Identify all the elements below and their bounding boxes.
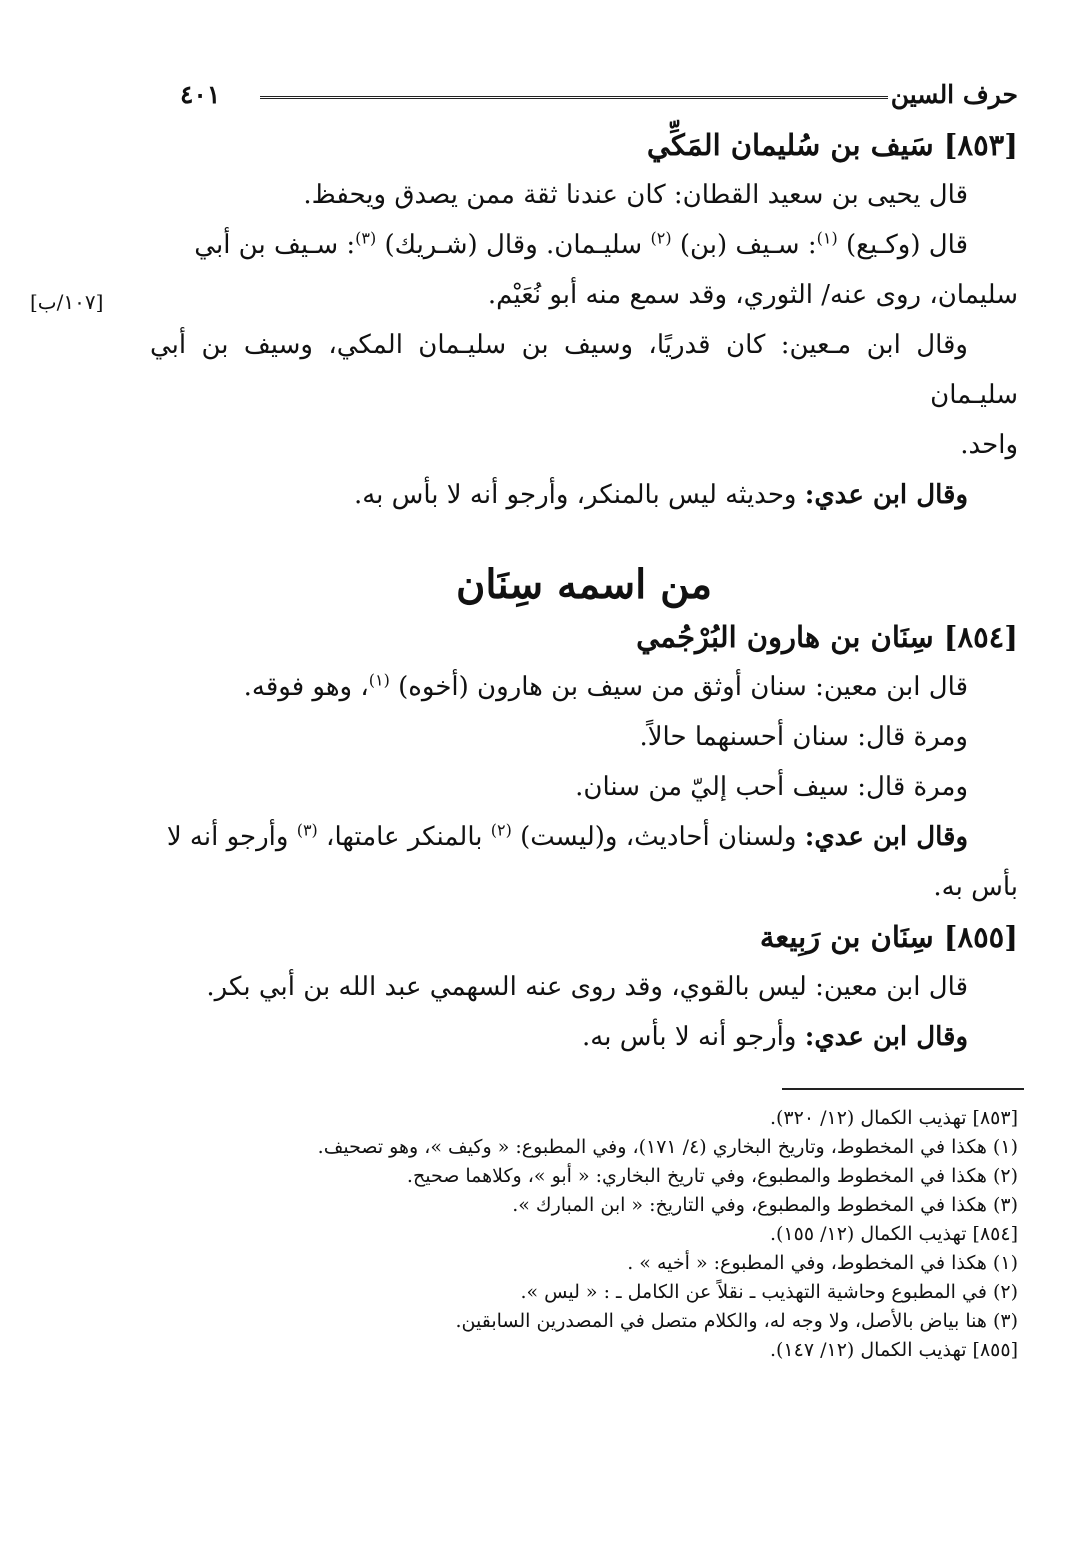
footnote: [٨٥٣] تهذيب الكمال (١٢/ ٣٢٠). bbox=[769, 1107, 1018, 1129]
text-run: وأرجو أنه لا بأس به. bbox=[582, 1022, 805, 1052]
text-run: وأرجو أنه لا bbox=[166, 822, 297, 852]
footnote-ref: (١) bbox=[816, 228, 838, 248]
entry-853-paragraph-3-continued: واحد. bbox=[960, 430, 1018, 460]
entry-854-heading: [٨٥٤] سِنَان بن هارون البُرْجُمي bbox=[636, 620, 1018, 654]
text-run: بالمنكر عامتها، bbox=[326, 822, 491, 852]
entry-853-paragraph-2 bbox=[150, 220, 1018, 270]
entry-855-paragraph-1: قال ابن معين: ليس بالقوي، وقد روى عنه السهمي عبد الله بن أبي بكر. bbox=[206, 972, 968, 1002]
text-run: : سـيف (بن) bbox=[679, 230, 817, 260]
text-run: : سـيف بن أبي bbox=[194, 230, 356, 260]
footnote-ref: (١) bbox=[368, 670, 390, 690]
page-header bbox=[150, 78, 1018, 118]
text-run: وحديثه ليس بالمنكر، وأرجو أنه لا بأس به. bbox=[353, 480, 805, 510]
text-run: ولسنان أحاديث، و(ليست) bbox=[520, 822, 805, 852]
footnote-separator bbox=[782, 1088, 1024, 1090]
section-title: من اسمه سِنَان bbox=[455, 561, 713, 608]
speaker-label: وقال ابن عدي: bbox=[804, 1022, 968, 1052]
header-rule bbox=[260, 96, 888, 102]
entry-853-paragraph-3: وقال ابن مـعين: كان قدريًا، وسيف بن سليـمان المكي، وسيف بن أبي سليـمان bbox=[150, 330, 1018, 410]
text-run: قال (وكـيع) bbox=[845, 230, 968, 260]
footnote-ref: (٣) bbox=[355, 228, 377, 248]
entry-853-paragraph-1: قال يحيى بن سعيد القطان: كان عندنا ثقة ممن يصدق ويحفظ. bbox=[303, 180, 968, 210]
entry-854-paragraph-1 bbox=[150, 662, 1018, 712]
footnote: (٣) هكذا في المخطوط والمطبوع، وفي التاريخ: « ابن المبارك ». bbox=[512, 1194, 1018, 1216]
text-run: ، وهو فوقه. bbox=[243, 672, 369, 702]
text-run: سليـمان. وقال (شـريك) bbox=[384, 230, 651, 260]
main-text bbox=[150, 120, 1018, 1062]
entry-853-paragraph-2-continued: سليمان، روى عنه/ الثوري، وقد سمع منه أبو نُعَيْم. bbox=[487, 280, 1018, 310]
margin-note: [١٠٧/ب] bbox=[30, 290, 104, 314]
footnote: [٨٥٤] تهذيب الكمال (١٢/ ١٥٥). bbox=[769, 1223, 1018, 1245]
footnote-ref: (٢) bbox=[650, 228, 672, 248]
footnote: (٣) هنا بياض بالأصل، ولا وجه له، والكلام متصل في المصدرين السابقين. bbox=[455, 1310, 1018, 1332]
footnote: (٢) في المطبوع وحاشية التهذيب ـ نقلاً عن الكامل ـ : « ليس ». bbox=[520, 1281, 1018, 1303]
footnote: (١) هكذا في المخطوط، وتاريخ البخاري (٤/ ١٧١)، وفي المطبوع: « وكيف »، وهو تصحيف. bbox=[317, 1136, 1018, 1158]
entry-855-paragraph-2 bbox=[150, 1012, 1018, 1062]
running-title: حرف السين bbox=[890, 80, 1018, 109]
footnotes bbox=[150, 1104, 1018, 1365]
speaker-label: وقال ابن عدي: bbox=[804, 822, 968, 852]
entry-855-heading: [٨٥٥] سِنَان بن رَبِيعة bbox=[759, 920, 1018, 954]
page-number: ٤٠١ bbox=[180, 80, 221, 109]
text-run: قال ابن معين: سنان أوثق من سيف بن هارون (أخوه) bbox=[398, 672, 968, 702]
footnote: [٨٥٥] تهذيب الكمال (١٢/ ١٤٧). bbox=[769, 1339, 1018, 1361]
footnote-ref: (٣) bbox=[296, 820, 318, 840]
footnote-ref: (٢) bbox=[490, 820, 512, 840]
entry-854-paragraph-2: ومرة قال: سنان أحسنهما حالاً. bbox=[639, 722, 968, 752]
entry-853-heading: [٨٥٣] سَيف بن سُليمان المَكِّي bbox=[646, 128, 1018, 162]
speaker-label: وقال ابن عدي: bbox=[804, 480, 968, 510]
entry-854-paragraph-4-continued: بأس به. bbox=[933, 872, 1018, 902]
entry-853-paragraph-4 bbox=[150, 470, 1018, 520]
footnote: (٢) هكذا في المخطوط والمطبوع، وفي تاريخ البخاري: « أبو »، وكلاهما صحيح. bbox=[406, 1165, 1018, 1187]
footnote: (١) هكذا في المخطوط، وفي المطبوع: « أخيه » . bbox=[627, 1252, 1018, 1274]
entry-854-paragraph-4 bbox=[150, 812, 1018, 862]
entry-854-paragraph-3: ومرة قال: سيف أحب إليّ من سنان. bbox=[575, 772, 968, 802]
